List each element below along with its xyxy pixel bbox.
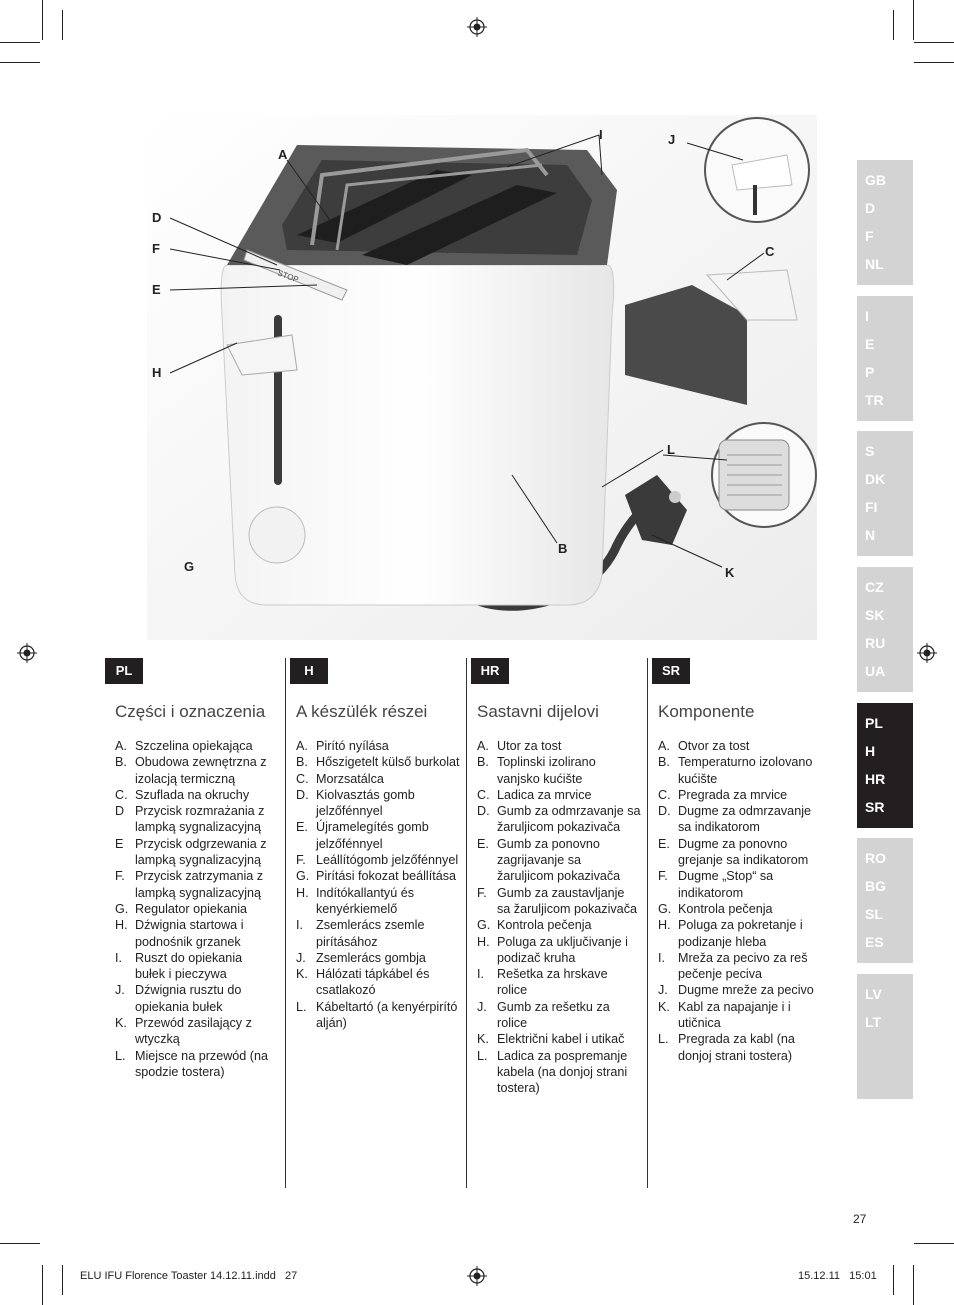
- language-tab-nl[interactable]: NL: [865, 256, 884, 272]
- stop-label: STOP: [276, 268, 300, 285]
- list-item: A. Pirító nyílása: [296, 739, 389, 753]
- section-title: Części i oznaczenia: [115, 702, 266, 721]
- list-item: I. Zsemlerács zsemle pirításához: [296, 918, 425, 949]
- language-tab-pl[interactable]: PL: [865, 715, 883, 731]
- list-item: K. Hálózati tápkábel és csatlakozó: [296, 967, 430, 998]
- list-item: F. Przycisk zatrzymania z lampką sygnalizacyjną: [115, 869, 264, 900]
- language-tab-lv[interactable]: LV: [865, 986, 882, 1002]
- list-item: C. Morzsatálca: [296, 771, 384, 786]
- crop-mark: [893, 1265, 894, 1295]
- language-tab-n[interactable]: N: [865, 527, 876, 543]
- language-tab-s[interactable]: S: [865, 443, 875, 459]
- list-item: D Przycisk rozmrażania z lampką sygnalizacyjną: [115, 804, 265, 835]
- list-item: H. Dźwignia startowa i podnośnik grzanek: [115, 918, 244, 949]
- list-item: G. Kontrola pečenja: [477, 918, 592, 933]
- list-item: D. Dugme za odmrzavanje sa indikatorom: [658, 804, 811, 835]
- callout-d: D: [152, 210, 162, 225]
- crop-mark: [914, 1243, 954, 1244]
- list-item: I. Mreža za pecivo za reš pečenje peciva: [658, 950, 808, 982]
- list-item: J. Gumb za rešetku za rolice: [477, 999, 610, 1031]
- list-item: L. Pregrada za kabl (na donjoj strani tostera): [658, 1032, 795, 1063]
- language-tab-group: [857, 296, 913, 421]
- language-tab-tr[interactable]: TR: [865, 392, 884, 408]
- list-item: E. Dugme za ponovno grejanje sa indikatorom: [658, 836, 809, 868]
- list-item: B. Temperaturno izolovano kućište: [658, 755, 813, 786]
- list-item: H. Poluga za pokretanje i podizanje hleba: [658, 918, 803, 949]
- list-item: K. Kabl za napajanje i i utičnica: [658, 999, 791, 1031]
- crop-mark: [0, 42, 40, 43]
- section-title: A készülék részei: [296, 702, 428, 721]
- list-item: J. Dźwignia rusztu do opiekania bułek: [115, 983, 242, 1014]
- column-divider: [285, 658, 286, 1188]
- language-badge: H: [290, 658, 328, 684]
- language-tab-group: [857, 838, 913, 963]
- callout-f: F: [152, 241, 160, 256]
- footer-date: 15.12.11 15:01: [798, 1270, 877, 1282]
- page-number: 27: [853, 1212, 867, 1226]
- list-item: K. Przewód zasilający z wtyczką: [115, 1016, 252, 1047]
- list-item: E. Gumb za ponovno zagrijavanje sa žaruljicom pokazivača: [477, 836, 621, 884]
- footer-filename: ELU IFU Florence Toaster 14.12.11.indd 27: [80, 1270, 298, 1282]
- section-title: Komponente: [658, 702, 755, 721]
- parts-list: [296, 738, 460, 1031]
- column-divider: [647, 658, 648, 1188]
- registration-mark-icon: [467, 1266, 487, 1286]
- language-tab-gb[interactable]: GB: [865, 172, 886, 188]
- language-tab-sk[interactable]: SK: [865, 607, 885, 623]
- list-item: H. Poluga za uključivanje i podizač kruha: [477, 934, 628, 965]
- crop-mark: [893, 10, 894, 40]
- crop-mark: [913, 1265, 914, 1305]
- list-item: F. Dugme „Stop“ sa indikatorom: [658, 869, 774, 900]
- language-tab-ua[interactable]: UA: [865, 663, 886, 679]
- language-tab-lt[interactable]: LT: [865, 1014, 882, 1030]
- list-item: B. Obudowa zewnętrzna z izolacją termiczną: [115, 755, 267, 786]
- column-hr: [471, 658, 641, 1097]
- list-item: C. Pregrada za mrvice: [658, 787, 788, 802]
- language-badge: PL: [105, 658, 143, 684]
- language-tab-e[interactable]: E: [865, 336, 875, 352]
- list-item: G. Regulator opiekania: [115, 901, 248, 916]
- list-item: A. Utor za tost: [477, 739, 562, 753]
- callout-k: K: [725, 565, 735, 580]
- list-item: C. Szuflada na okruchy: [115, 787, 250, 802]
- list-item: B. Toplinski izolirano vanjsko kućište: [477, 755, 596, 786]
- callout-j: J: [668, 132, 676, 147]
- list-item: B. Hőszigetelt külső burkolat: [296, 755, 460, 770]
- list-item: J. Dugme mreže za pecivo: [658, 983, 814, 998]
- callout-i: I: [599, 127, 603, 142]
- list-item: A. Szczelina opiekająca: [115, 739, 253, 753]
- column-divider: [466, 658, 467, 1188]
- column-h: [290, 658, 460, 1031]
- crop-mark: [0, 1243, 40, 1244]
- list-item: G. Pirítási fokozat beállítása: [296, 869, 457, 884]
- list-item: G. Kontrola pečenja: [658, 901, 773, 916]
- language-badge: SR: [652, 658, 690, 684]
- list-item: H. Indítókallantyú és kenyérkiemelő: [296, 885, 415, 916]
- language-tab-dk[interactable]: DK: [865, 471, 886, 487]
- language-tab-ru[interactable]: RU: [865, 635, 886, 651]
- language-tab-i[interactable]: I: [865, 308, 869, 324]
- language-tab-ro[interactable]: RO: [865, 850, 886, 866]
- list-item: L. Kábeltartó (a kenyérpirító alján): [296, 999, 458, 1031]
- column-pl: [105, 658, 275, 1080]
- language-tab-group: [857, 160, 913, 285]
- toaster-illustration: [147, 115, 817, 640]
- column-sr: [652, 658, 822, 1064]
- language-tab-fi[interactable]: FI: [865, 499, 878, 515]
- registration-mark-icon: [17, 643, 37, 663]
- list-item: F. Leállítógomb jelzőfénnyel: [296, 853, 459, 868]
- crop-mark: [913, 0, 914, 40]
- list-item: J. Zsemlerács gombja: [296, 950, 426, 965]
- language-tab-f[interactable]: F: [865, 228, 874, 244]
- language-tab-p[interactable]: P: [865, 364, 875, 380]
- crop-mark: [62, 10, 63, 40]
- registration-mark-icon: [467, 17, 487, 37]
- crop-mark: [62, 1265, 63, 1295]
- crop-mark: [914, 42, 954, 43]
- language-tab-hr[interactable]: HR: [865, 771, 886, 787]
- callout-c: C: [765, 244, 775, 259]
- language-badge: HR: [471, 658, 509, 684]
- list-item: E Przycisk odgrzewania z lampką sygnalizacyjną: [115, 836, 267, 868]
- list-item: D. Kiolvasztás gomb jelzőfénnyel: [296, 787, 415, 819]
- list-item: C. Ladica za mrvice: [477, 787, 592, 802]
- language-tab-d[interactable]: D: [865, 200, 876, 216]
- language-tab-group: [857, 974, 913, 1099]
- crop-mark: [914, 62, 954, 63]
- callout-a: A: [278, 147, 288, 162]
- section-title: Sastavni dijelovi: [477, 702, 599, 721]
- list-item: I. Ruszt do opiekania bułek i pieczywa: [115, 950, 243, 982]
- list-item: L. Miejsce na przewód (na spodzie tostera): [115, 1048, 268, 1079]
- callout-h: H: [152, 365, 162, 380]
- list-item: L. Ladica za pospremanje kabela (na donjoj strani tostera): [477, 1048, 628, 1096]
- language-tab-sr[interactable]: SR: [865, 799, 885, 815]
- parts-list: [658, 738, 822, 1064]
- language-tab-es[interactable]: ES: [865, 934, 884, 950]
- crop-mark: [42, 0, 43, 40]
- language-tab-h[interactable]: H: [865, 743, 876, 759]
- crop-mark: [42, 1265, 43, 1305]
- list-item: I. Rešetka za hrskave rolice: [477, 967, 608, 998]
- callout-b: B: [558, 541, 568, 556]
- parts-list: [477, 738, 641, 1097]
- callout-e: E: [152, 282, 161, 297]
- list-item: A. Otvor za tost: [658, 739, 750, 753]
- language-tab-group: [857, 567, 913, 692]
- toaster-figure: [147, 115, 817, 640]
- language-tab-group: [857, 431, 913, 556]
- list-item: K. Električni kabel i utikač: [477, 1032, 625, 1047]
- crop-mark: [0, 62, 40, 63]
- list-item: F. Gumb za zaustavljanje sa žaruljicom pokazivača: [477, 885, 637, 916]
- language-tab-group-active: [857, 703, 913, 828]
- registration-mark-icon: [917, 643, 937, 663]
- language-tab-sl[interactable]: SL: [865, 906, 883, 922]
- list-item: D. Gumb za odmrzavanje sa žaruljicom pokazivača: [477, 804, 641, 835]
- callout-l: L: [667, 442, 675, 457]
- parts-list: [115, 738, 275, 1080]
- list-item: E. Újramelegítés gomb jelzőfénnyel: [296, 820, 429, 851]
- language-tab-bg[interactable]: BG: [865, 878, 886, 894]
- callout-g: G: [184, 559, 195, 574]
- language-tab-cz[interactable]: CZ: [865, 579, 884, 595]
